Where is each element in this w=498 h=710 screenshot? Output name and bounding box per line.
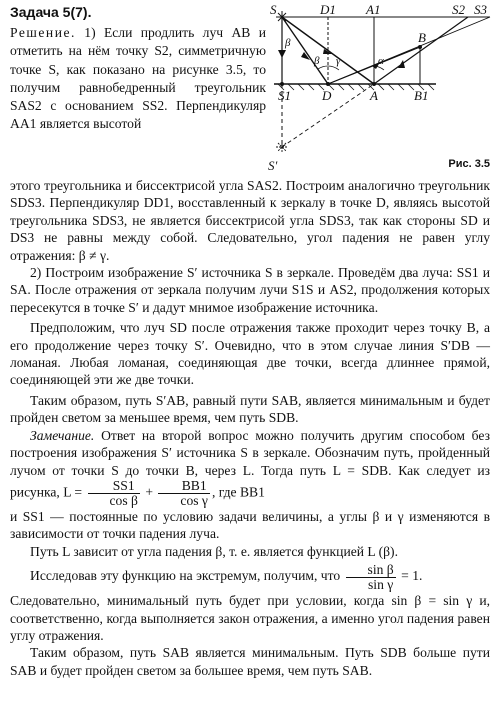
label-s1: S1 bbox=[278, 88, 291, 103]
fraction-sin-ratio bbox=[346, 563, 396, 592]
label-s2: S2 bbox=[452, 2, 465, 17]
point-b bbox=[418, 45, 422, 49]
paragraph-2: 2) Построим изображение S′ источника S в зеркале. Проведём два луча: SS1 и SA. После отражения от зеркала получим лучи S1S и AS2, продолжения которых пересекутся в точке S′ и дадут мнимое изображение источника. bbox=[10, 265, 490, 315]
label-beta: β bbox=[285, 37, 291, 49]
extremum-text: Исследовав эту функцию на экстремум, получим, что bbox=[30, 568, 344, 584]
arrow-ss1 bbox=[278, 50, 286, 58]
source-s-star bbox=[276, 11, 288, 23]
label-a: A bbox=[370, 88, 378, 103]
remark-tail: , где BB1 bbox=[211, 484, 265, 500]
mirror-hatching bbox=[278, 84, 434, 90]
frac3-num: sin β bbox=[346, 563, 396, 578]
remark-text: Ответ на второй вопрос можно получить другим способом без построения изображения S′ источника S в зеркале. Обозначим путь, пройденный лучом от точки S до точки B, через L. Тогда путь L = SDB. Как следует из рисунка, L = bbox=[10, 427, 490, 500]
paragraph-10: Таким образом, путь SAB является минимальным. Путь SDB больше пути SAB и будет пройден светом за большее время, чем путь SAB. bbox=[10, 645, 490, 678]
ray-d-s3 bbox=[328, 17, 490, 84]
label-b1: B1 bbox=[414, 88, 429, 103]
frac1-num: SS1 bbox=[88, 479, 140, 494]
frac3-den: sin γ bbox=[368, 576, 394, 592]
ray-ab-s2 bbox=[374, 17, 468, 84]
label-gamma: γ bbox=[336, 55, 341, 67]
ray-sd bbox=[282, 17, 328, 84]
point-d bbox=[326, 82, 330, 86]
label-a1: A1 bbox=[366, 2, 381, 17]
figure-caption: Рис. 3.5 bbox=[448, 158, 490, 170]
label-d: D bbox=[322, 88, 332, 103]
label-b: B bbox=[418, 30, 426, 45]
frac2-den: cos γ bbox=[180, 492, 208, 508]
point-a bbox=[372, 82, 376, 86]
label-sprime: S′ bbox=[268, 158, 278, 173]
label-d1: D1 bbox=[320, 2, 336, 17]
point-s1 bbox=[280, 82, 284, 86]
frac2-num: BB1 bbox=[158, 479, 210, 494]
intro-text: 1) Если продлить луч AB и отметить на нём точку S2, симметричную точке S, как показано на рисунке 3.5, то получим равнобедренный треугольник SAS2 с основанием SS2. Перпендикуляр AA1 является высотой bbox=[10, 25, 266, 132]
fraction-bb1-cos-gamma bbox=[158, 479, 210, 508]
arrow-ab bbox=[398, 60, 405, 68]
paragraph-8 bbox=[10, 560, 490, 592]
angle-beta-arc bbox=[318, 66, 328, 69]
ray-diagram bbox=[268, 2, 496, 174]
paragraph-4: Таким образом, путь S′AB, равный пути SAB, является минимальным и будет пройден светом за меньшее время, чем путь SDB. bbox=[10, 392, 490, 426]
paragraph-1: этого треугольника и биссектрисой угла SAS2. Построим аналогично треугольник SDS3. Перпендикуляр DD1, восставленный к зеркалу в точке D, являясь высотой треугольника SDS3, не является биссектрисой угла SDS3, так как стороны SD и DS3 не равны между собой. Следовательно, угол падения не равен углу отражения: β ≠ γ. bbox=[10, 178, 490, 263]
frac1-den: cos β bbox=[109, 492, 138, 508]
remark-label: Замечание. bbox=[30, 427, 95, 443]
image-sprime-star bbox=[276, 141, 288, 153]
fraction-ss1-cos-beta bbox=[88, 479, 140, 508]
solution-label: Решение. bbox=[10, 25, 76, 40]
problem-title: Задача 5(7). bbox=[10, 4, 92, 20]
paragraph-9: Следовательно, минимальный путь будет при условии, когда sin β = sin γ и, соответственно, когда выполняется закон отражения, а именно угол падения равен углу отражения. bbox=[10, 593, 490, 643]
extremum-tail: = 1. bbox=[397, 568, 423, 584]
paragraph-5 bbox=[10, 427, 490, 508]
label-beta-d: β bbox=[314, 55, 320, 67]
figure-3-5 bbox=[268, 2, 496, 174]
intro-paragraph bbox=[10, 24, 266, 134]
paragraph-3: Предположим, что луч SD после отражения также проходит через точку B, а его продолжение через точку S′. Очевидно, что в этом случае линия S′DB — ломаная. Любая ломаная, соединяющая две точки, всегда длиннее прямой, соединяющей эти же две точки. bbox=[10, 320, 490, 388]
paragraph-6: и SS1 — постоянные по условию задачи величины, а углы β и γ изменяются в зависимости от точки падения луча. bbox=[10, 508, 490, 542]
label-s3: S3 bbox=[474, 2, 487, 17]
remark-plus: + bbox=[141, 484, 157, 500]
solution-body bbox=[10, 177, 490, 679]
label-alpha: α bbox=[378, 55, 384, 67]
paragraph-7: Путь L зависит от угла падения β, т. е. является функцией L (β). bbox=[30, 543, 398, 559]
label-s: S bbox=[270, 2, 277, 17]
